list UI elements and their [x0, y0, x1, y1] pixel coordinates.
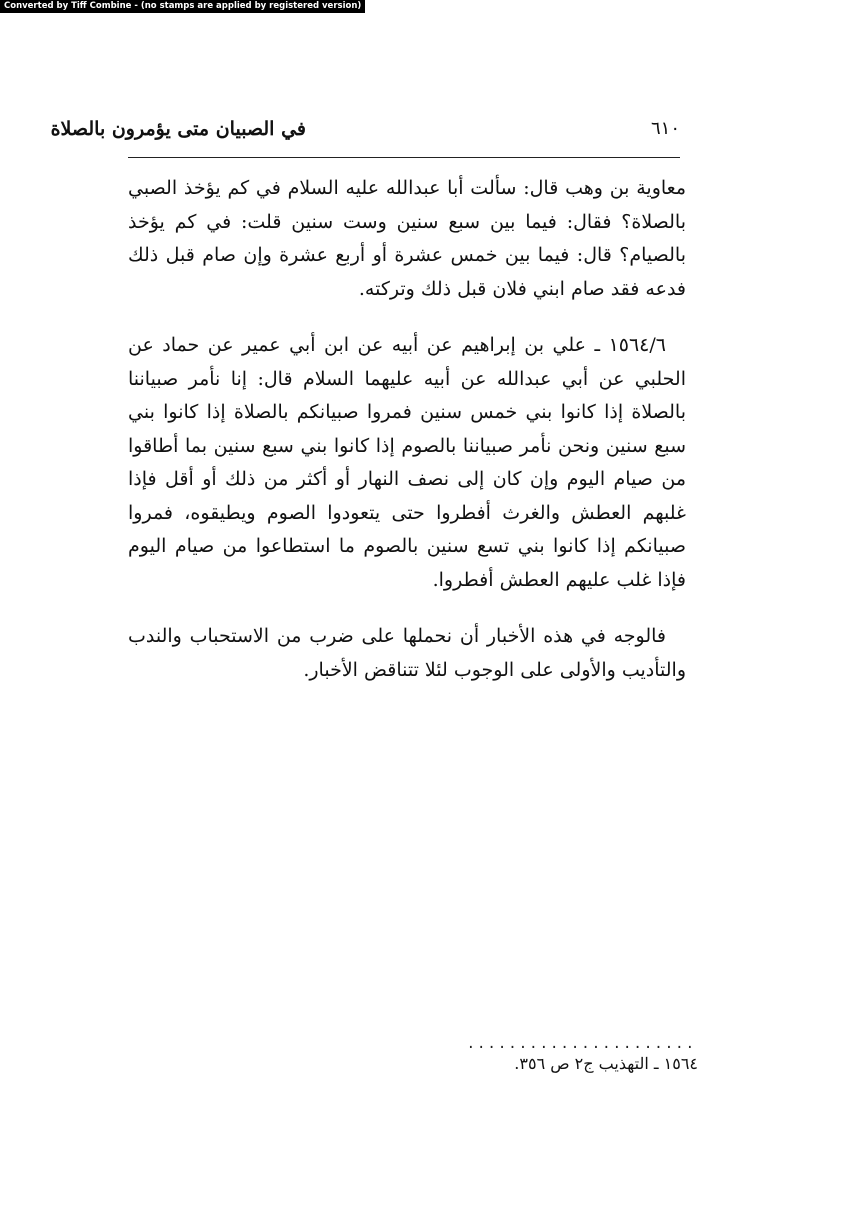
converter-watermark: Converted by Tiff Combine - (no stamps are applied by registered version)	[0, 0, 365, 13]
paragraph-hadith-1564: ١٥٦٤/٦ ـ علي بن إبراهيم عن أبيه عن ابن أبي عمير عن حماد عن الحلبي عن أبي عبدالله عن أبيه عليهما السلام قال: إنا نأمر صبياننا بالصلاة إذا كانوا بني خمس سنين فمروا صبيانكم بالصلاة إذا كانوا بني سبع سنين ونحن نأمر صبياننا بالصوم إذا كانوا بني سبع سنين بما أطاقوا من صيام اليوم وإن كان إلى نصف النهار أو أكثر من ذلك أو أقل فإذا غلبهم العطش والغرث أفطروا حتى يتعودوا الصوم ويطيقوه، فمروا صبيانكم إذا كانوا بني تسع سنين بالصوم ما استطاعوا من صيام اليوم فإذا غلب عليهم العطش أفطروا.	[128, 334, 686, 591]
header-rule	[128, 157, 680, 158]
paragraph-conclusion: فالوجه في هذه الأخبار أن نحملها على ضرب من الاستحباب والندب والتأديب والأولى على الوجوب لئلا تتناقض الأخبار.	[128, 625, 686, 681]
page-number: ٦١٠	[650, 118, 680, 139]
page-header	[50, 118, 680, 150]
footnote-divider: ......................	[466, 1036, 696, 1052]
footnote: ١٥٦٤ ـ التهذيب ج٢ ص ٣٥٦.	[514, 1054, 698, 1073]
running-title: في الصبيان متى يؤمرون بالصلاة	[50, 118, 306, 140]
paragraph-continuation: معاوية بن وهب قال: سألت أبا عبدالله عليه السلام في كم يؤخذ الصبي بالصلاة؟ فقال: فيما بين سبع سنين وست سنين قلت: في كم يؤخذ بالصيام؟ قال: فيما بين خمس عشرة أو أربع عشرة وإن صام قبل ذلك فدعه فقد صام ابني فلان قبل ذلك وتركته.	[128, 177, 686, 300]
body-text	[128, 172, 686, 710]
